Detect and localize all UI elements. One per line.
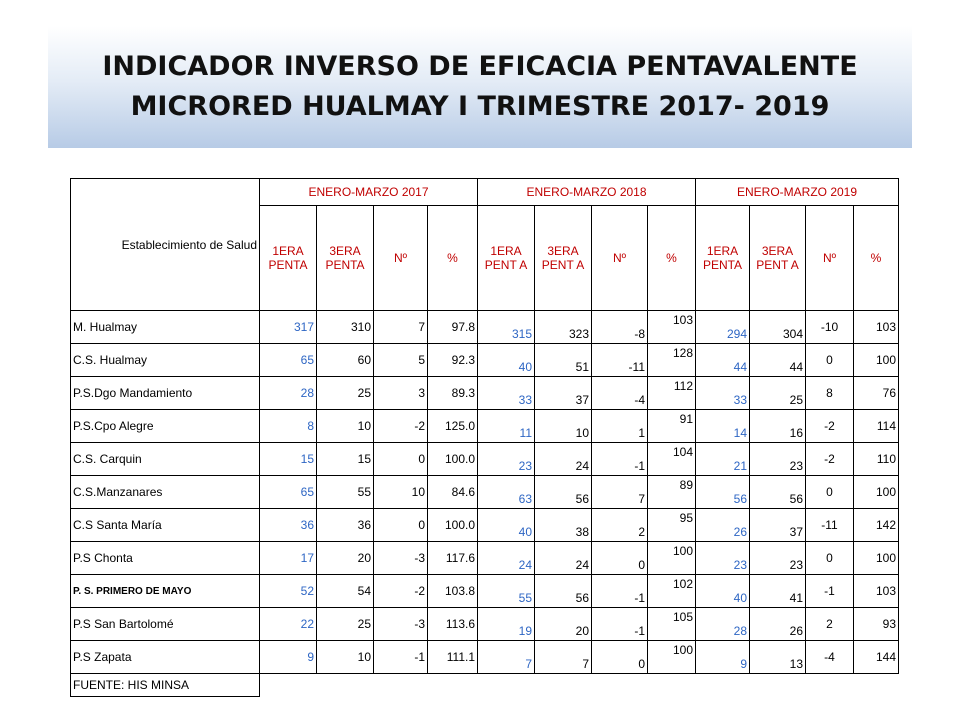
period-2019: ENERO-MARZO 2019 [696, 179, 899, 206]
cell-3era-2018: 323 [535, 311, 592, 344]
cell-pct-2018: 100 [648, 542, 696, 575]
cell-3era-2017: 10 [317, 641, 374, 674]
cell-1era-2018: 40 [478, 344, 535, 377]
cell-3era-2018: 51 [535, 344, 592, 377]
cell-pct-2017: 89.3 [428, 377, 478, 410]
cell-n-2017: 0 [374, 509, 428, 542]
cell-pct-2019: 100 [854, 542, 899, 575]
cell-1era-2017: 65 [260, 476, 317, 509]
title-line-1: INDICADOR INVERSO DE EFICACIA PENTAVALENTE [102, 51, 858, 82]
cell-1era-2018: 19 [478, 608, 535, 641]
table-row [71, 311, 899, 344]
cell-pct-2018: 91 [648, 410, 696, 443]
cell-3era-2018: 38 [535, 509, 592, 542]
establishment-name: C.S.Manzanares [71, 476, 260, 509]
cell-pct-2017: 113.6 [428, 608, 478, 641]
title-line-2: MICRORED HUALMAY I TRIMESTRE 2017- 2019 [130, 91, 830, 122]
cell-1era-2017: 9 [260, 641, 317, 674]
subheader-3era-2019: 3ERA PENT A [750, 206, 806, 311]
establishment-name: C.S Santa María [71, 509, 260, 542]
cell-pct-2018: 100 [648, 641, 696, 674]
cell-pct-2017: 97.8 [428, 311, 478, 344]
cell-n-2017: -3 [374, 542, 428, 575]
subheader-1era-2019: 1ERA PENTA [696, 206, 750, 311]
cell-pct-2017: 92.3 [428, 344, 478, 377]
period-2017: ENERO-MARZO 2017 [260, 179, 478, 206]
cell-n-2017: 5 [374, 344, 428, 377]
table-row [71, 608, 899, 641]
cell-pct-2017: 125.0 [428, 410, 478, 443]
subheader-1era-2017: 1ERA PENTA [260, 206, 317, 311]
footer-blank [260, 674, 899, 697]
cell-n-2017: -1 [374, 641, 428, 674]
cell-1era-2018: 11 [478, 410, 535, 443]
cell-n-2019: -10 [806, 311, 854, 344]
subheader-n-2018: Nº [592, 206, 648, 311]
cell-pct-2017: 103.8 [428, 575, 478, 608]
cell-3era-2019: 41 [750, 575, 806, 608]
cell-n-2019: 0 [806, 344, 854, 377]
cell-n-2019: -2 [806, 443, 854, 476]
cell-3era-2019: 44 [750, 344, 806, 377]
cell-1era-2017: 317 [260, 311, 317, 344]
cell-n-2018: 7 [592, 476, 648, 509]
cell-pct-2019: 103 [854, 575, 899, 608]
cell-1era-2019: 28 [696, 608, 750, 641]
table-row [71, 641, 899, 674]
cell-pct-2019: 144 [854, 641, 899, 674]
cell-1era-2019: 33 [696, 377, 750, 410]
cell-3era-2018: 37 [535, 377, 592, 410]
cell-n-2019: 8 [806, 377, 854, 410]
cell-1era-2017: 8 [260, 410, 317, 443]
cell-3era-2018: 56 [535, 575, 592, 608]
cell-pct-2018: 103 [648, 311, 696, 344]
establishment-name: P.S San Bartolomé [71, 608, 260, 641]
cell-pct-2018: 95 [648, 509, 696, 542]
cell-n-2019: -1 [806, 575, 854, 608]
table-row [71, 509, 899, 542]
cell-1era-2017: 28 [260, 377, 317, 410]
cell-3era-2018: 24 [535, 443, 592, 476]
cell-1era-2019: 56 [696, 476, 750, 509]
cell-3era-2017: 20 [317, 542, 374, 575]
subheader-pct-2018: % [648, 206, 696, 311]
cell-1era-2019: 21 [696, 443, 750, 476]
cell-3era-2019: 23 [750, 443, 806, 476]
cell-pct-2019: 142 [854, 509, 899, 542]
cell-1era-2018: 23 [478, 443, 535, 476]
subheader-1era-2018: 1ERA PENT A [478, 206, 535, 311]
cell-3era-2018: 24 [535, 542, 592, 575]
cell-3era-2019: 23 [750, 542, 806, 575]
cell-pct-2018: 89 [648, 476, 696, 509]
data-table [70, 178, 899, 697]
cell-n-2018: -1 [592, 608, 648, 641]
cell-3era-2018: 10 [535, 410, 592, 443]
cell-n-2017: -2 [374, 575, 428, 608]
source-note: FUENTE: HIS MINSA [71, 674, 260, 697]
cell-pct-2018: 112 [648, 377, 696, 410]
cell-3era-2017: 60 [317, 344, 374, 377]
cell-3era-2017: 15 [317, 443, 374, 476]
cell-n-2017: 3 [374, 377, 428, 410]
cell-n-2019: 0 [806, 476, 854, 509]
cell-1era-2018: 315 [478, 311, 535, 344]
cell-n-2017: -3 [374, 608, 428, 641]
cell-3era-2019: 56 [750, 476, 806, 509]
establishment-name: P.S.Cpo Alegre [71, 410, 260, 443]
cell-1era-2018: 55 [478, 575, 535, 608]
cell-3era-2017: 55 [317, 476, 374, 509]
cell-pct-2019: 100 [854, 476, 899, 509]
cell-3era-2019: 304 [750, 311, 806, 344]
table-row [71, 575, 899, 608]
table-row [71, 542, 899, 575]
cell-pct-2017: 100.0 [428, 509, 478, 542]
cell-n-2018: 2 [592, 509, 648, 542]
footer-row [71, 674, 899, 697]
cell-3era-2018: 7 [535, 641, 592, 674]
table-row [71, 344, 899, 377]
cell-pct-2019: 93 [854, 608, 899, 641]
cell-n-2018: 0 [592, 641, 648, 674]
cell-pct-2017: 111.1 [428, 641, 478, 674]
cell-1era-2018: 40 [478, 509, 535, 542]
cell-1era-2017: 17 [260, 542, 317, 575]
cell-1era-2019: 294 [696, 311, 750, 344]
subheader-n-2019: Nº [806, 206, 854, 311]
cell-pct-2018: 102 [648, 575, 696, 608]
cell-1era-2019: 26 [696, 509, 750, 542]
cell-3era-2018: 20 [535, 608, 592, 641]
cell-n-2018: -11 [592, 344, 648, 377]
cell-n-2019: 0 [806, 542, 854, 575]
cell-n-2018: -8 [592, 311, 648, 344]
cell-n-2019: -2 [806, 410, 854, 443]
establishment-header: Establecimiento de Salud [71, 179, 260, 311]
table-row [71, 410, 899, 443]
cell-1era-2018: 7 [478, 641, 535, 674]
period-2018: ENERO-MARZO 2018 [478, 179, 696, 206]
cell-n-2018: -1 [592, 575, 648, 608]
table-wrapper [70, 178, 899, 697]
cell-1era-2019: 23 [696, 542, 750, 575]
cell-n-2017: 7 [374, 311, 428, 344]
cell-1era-2017: 52 [260, 575, 317, 608]
cell-1era-2017: 36 [260, 509, 317, 542]
subheader-pct-2017: % [428, 206, 478, 311]
cell-3era-2019: 26 [750, 608, 806, 641]
subheader-pct-2019: % [854, 206, 899, 311]
cell-3era-2017: 54 [317, 575, 374, 608]
cell-pct-2018: 105 [648, 608, 696, 641]
cell-n-2018: 1 [592, 410, 648, 443]
cell-pct-2017: 84.6 [428, 476, 478, 509]
cell-1era-2017: 22 [260, 608, 317, 641]
establishment-name: P.S Zapata [71, 641, 260, 674]
cell-3era-2017: 25 [317, 608, 374, 641]
table-row [71, 443, 899, 476]
subheader-n-2017: Nº [374, 206, 428, 311]
subheader-3era-2017: 3ERA PENTA [317, 206, 374, 311]
cell-pct-2019: 110 [854, 443, 899, 476]
cell-3era-2017: 10 [317, 410, 374, 443]
cell-1era-2018: 63 [478, 476, 535, 509]
cell-n-2018: -1 [592, 443, 648, 476]
cell-pct-2019: 114 [854, 410, 899, 443]
cell-n-2019: -11 [806, 509, 854, 542]
cell-3era-2017: 36 [317, 509, 374, 542]
cell-n-2018: -4 [592, 377, 648, 410]
table-row [71, 377, 899, 410]
cell-1era-2019: 44 [696, 344, 750, 377]
cell-1era-2019: 40 [696, 575, 750, 608]
cell-pct-2019: 76 [854, 377, 899, 410]
cell-pct-2018: 128 [648, 344, 696, 377]
cell-3era-2019: 25 [750, 377, 806, 410]
cell-3era-2017: 25 [317, 377, 374, 410]
establishment-name: C.S. Hualmay [71, 344, 260, 377]
cell-1era-2017: 15 [260, 443, 317, 476]
cell-pct-2019: 103 [854, 311, 899, 344]
cell-3era-2019: 37 [750, 509, 806, 542]
cell-3era-2019: 13 [750, 641, 806, 674]
cell-n-2019: 2 [806, 608, 854, 641]
cell-3era-2017: 310 [317, 311, 374, 344]
period-header-row [71, 179, 899, 206]
cell-pct-2019: 100 [854, 344, 899, 377]
establishment-name: C.S. Carquin [71, 443, 260, 476]
establishment-name: P.S.Dgo Mandamiento [71, 377, 260, 410]
cell-1era-2017: 65 [260, 344, 317, 377]
cell-pct-2017: 117.6 [428, 542, 478, 575]
cell-1era-2018: 33 [478, 377, 535, 410]
cell-pct-2017: 100.0 [428, 443, 478, 476]
cell-1era-2018: 24 [478, 542, 535, 575]
subheader-3era-2018: 3ERA PENT A [535, 206, 592, 311]
table-row [71, 476, 899, 509]
establishment-name: P.S Chonta [71, 542, 260, 575]
title-band [48, 26, 912, 148]
cell-3era-2018: 56 [535, 476, 592, 509]
cell-n-2017: -2 [374, 410, 428, 443]
cell-n-2018: 0 [592, 542, 648, 575]
establishment-name: M. Hualmay [71, 311, 260, 344]
cell-pct-2018: 104 [648, 443, 696, 476]
establishment-name: P. S. PRIMERO DE MAYO [71, 575, 260, 608]
cell-1era-2019: 14 [696, 410, 750, 443]
cell-n-2017: 10 [374, 476, 428, 509]
cell-n-2017: 0 [374, 443, 428, 476]
cell-n-2019: -4 [806, 641, 854, 674]
cell-3era-2019: 16 [750, 410, 806, 443]
cell-1era-2019: 9 [696, 641, 750, 674]
